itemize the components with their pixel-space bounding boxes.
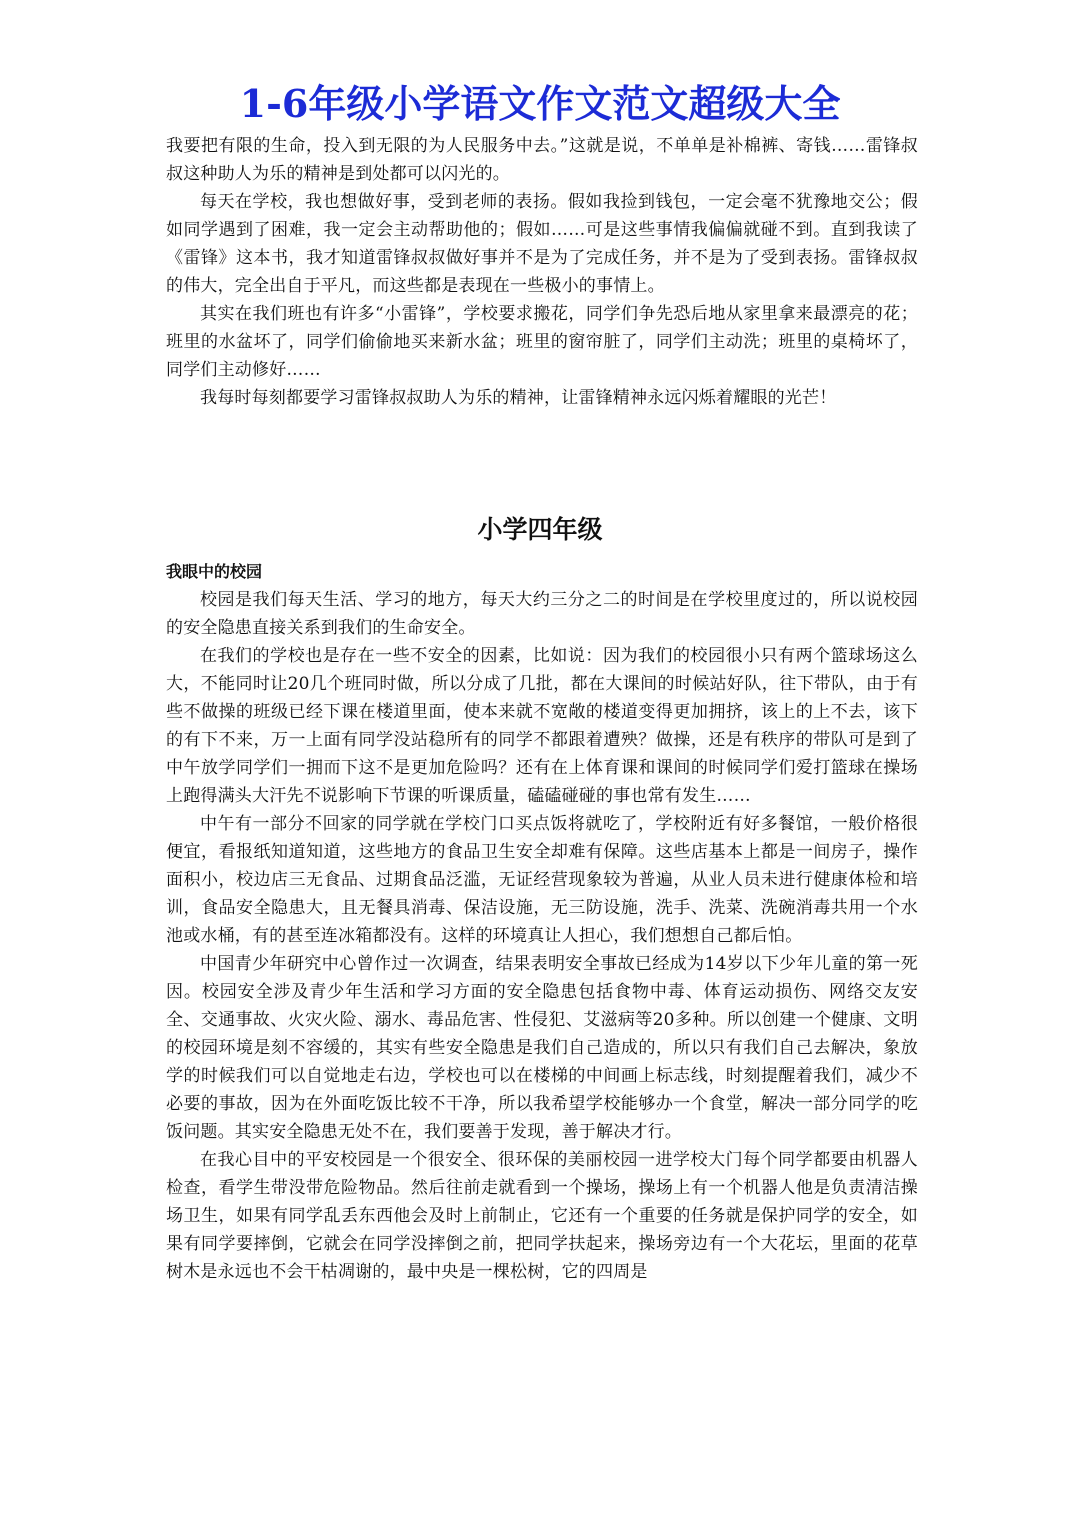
essay-paragraph: 其实在我们班也有许多“小雷锋”，学校要求搬花，同学们争先恐后地从家里拿来最漂亮的花；班里的水盆坏了，同学们偷偷地买来新水盆；班里的窗帘脏了，同学们主动洗；班里的桌椅坏了，同学们主动修好…… <box>166 304 918 380</box>
essay-body <box>166 586 918 1286</box>
essay-paragraph: 校园是我们每天生活、学习的地方，每天大约三分之二的时间是在学校里度过的，所以说校园的安全隐患直接关系到我们的生命安全。 <box>166 590 918 638</box>
continued-essay <box>166 132 918 412</box>
essay-paragraph: 中午有一部分不回家的同学就在学校门口买点饭将就吃了，学校附近有好多餐馆，一般价格很便宜，看报纸知道知道，这些地方的食品卫生安全却难有保障。这些店基本上都是一间房子，操作面积小，校边店三无食品、过期食品泛滥，无证经营现象较为普遍，从业人员未进行健康体检和培训，食品安全隐患大，且无餐具消毒、保洁设施，无三防设施，洗手、洗菜、洗碗消毒共用一个水池或水桶，有的甚至连冰箱都没有。这样的环境真让人担心，我们想想自己都后怕。 <box>166 814 918 946</box>
essay-paragraph: 在我们的学校也是存在一些不安全的因素，比如说：因为我们的校园很小只有两个篮球场这么大，不能同时让20几个班同时做，所以分成了几批，都在大课间的时候站好队，往下带队，由于有些不做操的班级已经下课在楼道里面，使本来就不宽敞的楼道变得更加拥挤，该上的上不去，该下的有下不来，万一上面有同学没站稳所有的同学不都跟着遭殃？做操，还是有秩序的带队可是到了中午放学同学们一拥而下这不是更加危险吗？还有在上体育课和课间的时候同学们爱打篮球在操场上跑得满头大汗先不说影响下节课的听课质量，磕磕碰碰的事也常有发生…… <box>166 646 918 806</box>
essay-paragraph: 在我心目中的平安校园是一个很安全、很环保的美丽校园一进学校大门每个同学都要由机器人检查，看学生带没带危险物品。然后往前走就看到一个操场，操场上有一个机器人他是负责清洁操场卫生，如果有同学乱丢东西他会及时上前制止，它还有一个重要的任务就是保护同学的安全，如果有同学要摔倒，它就会在同学没摔倒之前，把同学扶起来，操场旁边有一个大花坛，里面的花草树木是永远也不会干枯凋谢的，最中央是一棵松树，它的四周是 <box>166 1150 918 1282</box>
essay-paragraph: 中国青少年研究中心曾作过一次调查，结果表明安全事故已经成为14岁以下少年儿童的第一死因。校园安全涉及青少年生活和学习方面的安全隐患包括食物中毒、体育运动损伤、网络交友安全、交通事故、火灾火险、溺水、毒品危害、性侵犯、艾滋病等20多种。所以创建一个健康、文明的校园环境是刻不容缓的，其实有些安全隐患是我们自己造成的，所以只有我们自己去解决，象放学的时候我们可以自觉地走右边，学校也可以在楼梯的中间画上标志线，时刻提醒着我们，减少不必要的事故，因为在外面吃饭比较不干净，所以我希望学校能够办一个食堂，解决一部分同学的吃饭问题。其实安全隐患无处不在，我们要善于发现，善于解决才行。 <box>166 954 918 1142</box>
section-heading: 小学四年级 <box>477 515 603 544</box>
essay-title: 我眼中的校园 <box>166 562 263 581</box>
essay-paragraph: 每天在学校，我也想做好事，受到老师的表扬。假如我捡到钱包，一定会毫不犹豫地交公；假如同学遇到了困难，我一定会主动帮助他的；假如……可是这些事情我偏偏就碰不到。直到我读了《雷锋》这本书，我才知道雷锋叔叔做好事并不是为了完成任务，并不是为了受到表扬。雷锋叔叔的伟大，完全出自于平凡，而这些都是表现在一些极小的事情上。 <box>166 192 918 296</box>
document-title: 1-6年级小学语文作文范文超级大全 <box>239 81 841 126</box>
essay-paragraph: 我每时每刻都要学习雷锋叔叔助人为乐的精神，让雷锋精神永远闪烁着耀眼的光芒！ <box>200 388 837 408</box>
essay-paragraph: 我要把有限的生命，投入到无限的为人民服务中去。”这就是说，不单单是补棉裤、寄钱……雷锋叔叔这种助人为乐的精神是到处都可以闪光的。 <box>166 136 918 184</box>
